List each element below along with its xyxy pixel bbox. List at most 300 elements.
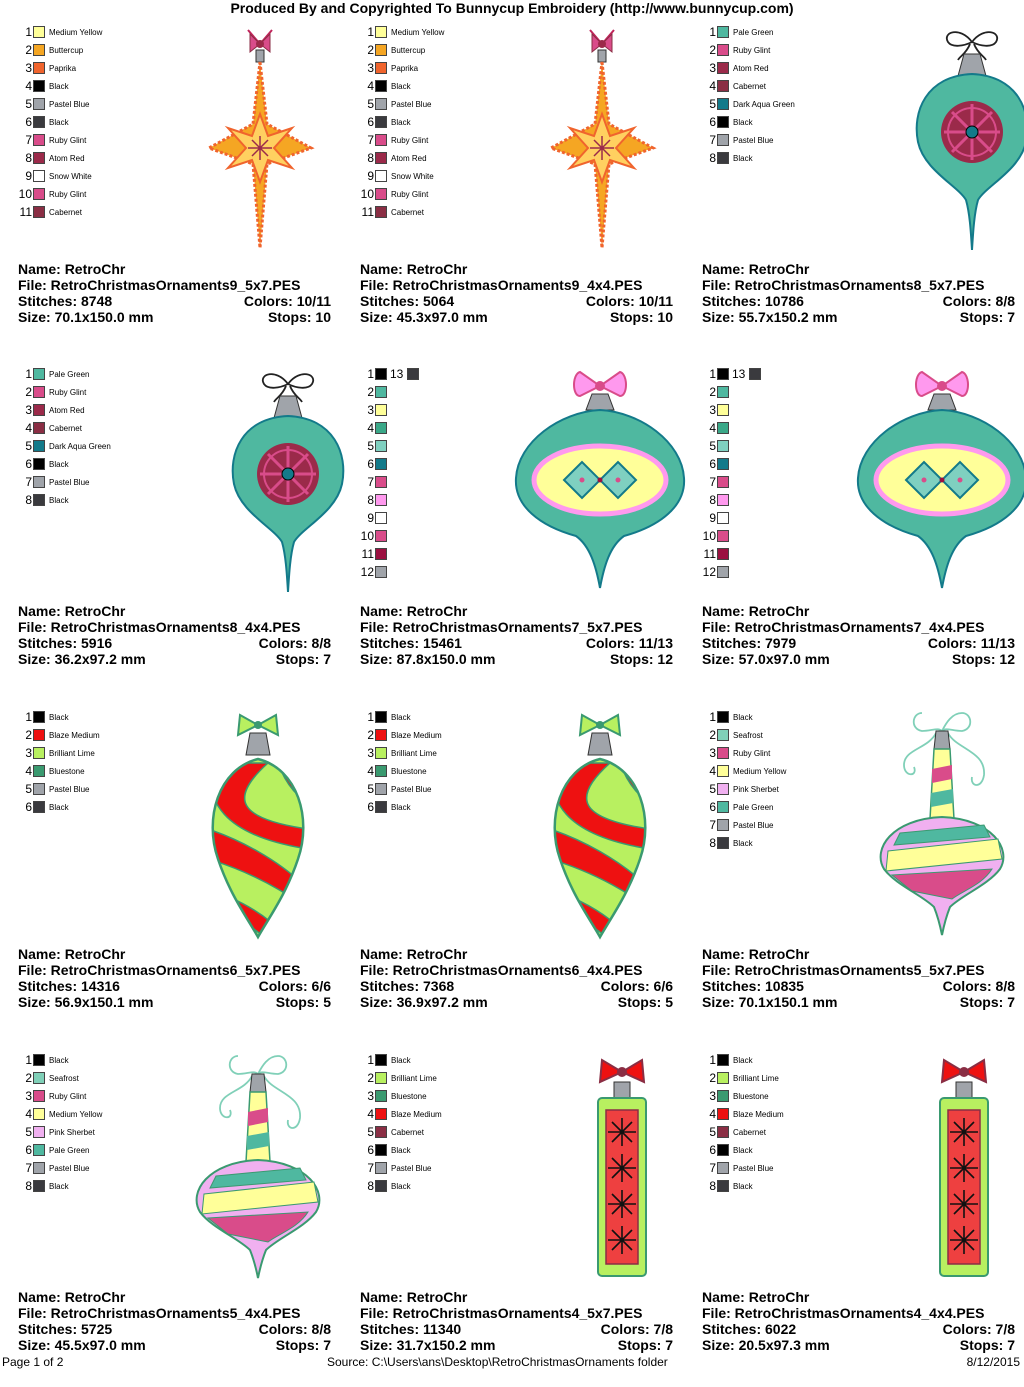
thread-swatch [717, 1180, 729, 1192]
thread-number: 9 [367, 169, 374, 183]
thread-swatch [375, 512, 387, 524]
thread-color-item [18, 475, 178, 493]
thread-name: Pastel Blue [49, 1164, 90, 1173]
design-info [18, 603, 331, 667]
thread-number: 7 [25, 133, 32, 147]
thread-name: Bluestone [391, 767, 427, 776]
ornament-artwork [852, 709, 1024, 941]
thread-swatch [717, 747, 729, 759]
thread-name: Black [733, 1056, 753, 1065]
thread-number: 4 [25, 79, 32, 93]
thread-swatch [375, 62, 387, 74]
stops-label: Stops: [959, 1337, 1004, 1353]
ornament-artwork [168, 709, 348, 941]
stitches-label: Stitches: [360, 978, 420, 994]
thread-swatch [33, 386, 45, 398]
thread-number: 9 [709, 511, 716, 525]
design-card [18, 366, 348, 701]
thread-number: 5 [367, 1125, 374, 1139]
color-count: 6/6 [653, 978, 673, 994]
thread-swatch [33, 404, 45, 416]
thread-swatch [375, 801, 387, 813]
color-count: 8/8 [995, 293, 1015, 309]
size-label: Size: [360, 1337, 393, 1353]
page-header: Produced By and Copyrighted To Bunnycup Embroidery (http://www.bunnycup.com) [230, 0, 794, 16]
thread-swatch [33, 801, 45, 813]
thread-name: Blaze Medium [391, 1110, 442, 1119]
thread-color-item [18, 61, 178, 79]
thread-color-item [702, 493, 862, 511]
thread-color-item [360, 43, 520, 61]
thread-name: Ruby Glint [391, 190, 429, 199]
stops-label: Stops: [275, 1337, 320, 1353]
thread-color-item [18, 115, 178, 133]
thread-color-item [360, 1107, 520, 1125]
thread-swatch [717, 1162, 729, 1174]
thread-color-item [18, 1107, 178, 1125]
thread-number: 2 [709, 1071, 716, 1085]
thread-color-item [702, 529, 862, 547]
name-label: Name: [702, 946, 745, 962]
design-size: 36.2x97.2 mm [54, 651, 146, 667]
file-name: RetroChristmasOrnaments6_4x4.PES [392, 962, 643, 978]
thread-swatch [375, 476, 387, 488]
thread-name: Black [391, 713, 411, 722]
stop-count: 12 [657, 651, 673, 667]
thread-number: 8 [709, 1179, 716, 1193]
thread-name: Black [733, 839, 753, 848]
thread-number: 5 [25, 97, 32, 111]
thread-name: Medium Yellow [733, 767, 787, 776]
colors-label: Colors: [600, 978, 650, 994]
thread-color-item [702, 1161, 862, 1179]
size-label: Size: [702, 651, 735, 667]
thread-number: 3 [25, 746, 32, 760]
thread-number: 1 [25, 25, 32, 39]
thread-number: 4 [709, 421, 716, 435]
thread-color-item [360, 1179, 520, 1197]
thread-number: 10 [360, 187, 374, 201]
thread-name: Paprika [49, 64, 77, 73]
file-name: RetroChristmasOrnaments5_4x4.PES [50, 1305, 301, 1321]
thread-color-item [18, 403, 178, 421]
thread-swatch [375, 170, 387, 182]
color-count: 11/13 [638, 635, 673, 651]
thread-color-item [360, 1071, 520, 1089]
stops-label: Stops: [609, 651, 654, 667]
color-count: 7/8 [995, 1321, 1015, 1337]
name-label: Name: [360, 946, 403, 962]
thread-color-item [360, 133, 520, 151]
thread-number: 1 [367, 25, 374, 39]
thread-number: 5 [709, 97, 716, 111]
thread-number: 6 [367, 457, 374, 471]
thread-number: 2 [709, 43, 716, 57]
thread-number: 2 [25, 1071, 32, 1085]
stop-count: 7 [1007, 994, 1015, 1010]
thread-swatch [33, 1126, 45, 1138]
thread-name: Pale Green [733, 28, 774, 37]
stops-label: Stops: [617, 1337, 662, 1353]
stops-label: Stops: [275, 994, 320, 1010]
thread-swatch [375, 134, 387, 146]
file-label: File: [702, 962, 731, 978]
thread-name: Black [49, 803, 69, 812]
design-size: 57.0x97.0 mm [738, 651, 830, 667]
design-info [18, 1289, 331, 1353]
color-count: 10/11 [638, 293, 673, 309]
thread-number: 7 [25, 1161, 32, 1175]
thread-swatch [33, 440, 45, 452]
thread-color-item [702, 1125, 862, 1143]
thread-color-item [702, 1107, 862, 1125]
thread-color-item [360, 61, 520, 79]
thread-number: 12 [702, 565, 716, 579]
file-name: RetroChristmasOrnaments5_5x7.PES [734, 962, 985, 978]
color-count: 6/6 [311, 978, 331, 994]
thread-color-item [702, 547, 862, 565]
thread-swatch [717, 512, 729, 524]
thread-number: 6 [25, 1143, 32, 1157]
thread-swatch [33, 458, 45, 470]
thread-number: 7 [367, 1161, 374, 1175]
stitches-label: Stitches: [18, 293, 78, 309]
thread-number: 11 [361, 547, 374, 561]
thread-name: Pale Green [49, 1146, 90, 1155]
thread-number: 10 [18, 187, 32, 201]
thread-name: Pale Green [733, 803, 774, 812]
thread-swatch [33, 98, 45, 110]
thread-name: Medium Yellow [391, 28, 445, 37]
thread-swatch [375, 458, 387, 470]
stitch-count: 10786 [765, 293, 804, 309]
thread-number: 6 [25, 457, 32, 471]
file-label: File: [360, 619, 389, 635]
stops-label: Stops: [617, 994, 662, 1010]
size-label: Size: [18, 309, 51, 325]
design-info [360, 261, 673, 325]
thread-color-item [18, 1071, 178, 1089]
stitches-label: Stitches: [18, 635, 78, 651]
thread-number: 7 [367, 133, 374, 147]
ornament-artwork [188, 24, 368, 256]
thread-color-item [702, 403, 862, 421]
thread-swatch [375, 80, 387, 92]
stitches-label: Stitches: [18, 1321, 78, 1337]
thread-number: 5 [25, 1125, 32, 1139]
file-name: RetroChristmasOrnaments4_5x7.PES [392, 1305, 643, 1321]
thread-number: 3 [25, 403, 32, 417]
thread-number: 3 [709, 1089, 716, 1103]
thread-name: Blaze Medium [733, 1110, 784, 1119]
thread-name: Buttercup [391, 46, 426, 55]
thread-color-item [702, 79, 862, 97]
design-size: 45.5x97.0 mm [54, 1337, 146, 1353]
thread-swatch [407, 368, 419, 380]
colors-label: Colors: [942, 293, 992, 309]
thread-number: 8 [709, 836, 716, 850]
thread-color-item [702, 61, 862, 79]
thread-swatch [33, 62, 45, 74]
size-label: Size: [360, 651, 393, 667]
design-card [702, 1052, 1024, 1387]
thread-color-item [360, 1089, 520, 1107]
design-info [360, 603, 673, 667]
name-label: Name: [18, 603, 61, 619]
thread-swatch [33, 783, 45, 795]
design-info [702, 946, 1015, 1010]
thread-number: 4 [25, 764, 32, 778]
thread-name: Brilliant Lime [391, 749, 437, 758]
file-name: RetroChristmasOrnaments9_4x4.PES [392, 277, 643, 293]
file-label: File: [702, 1305, 731, 1321]
thread-color-item [702, 133, 862, 151]
design-info [702, 603, 1015, 667]
thread-number: 5 [709, 782, 716, 796]
thread-number: 3 [367, 61, 374, 75]
thread-number: 7 [709, 475, 716, 489]
thread-number: 11 [703, 547, 716, 561]
thread-swatch [375, 116, 387, 128]
thread-swatch [375, 1108, 387, 1120]
thread-swatch [717, 837, 729, 849]
thread-name: Pastel Blue [391, 785, 432, 794]
thread-color-item [18, 385, 178, 403]
design-info [360, 1289, 673, 1353]
thread-name: Black [391, 1056, 411, 1065]
color-count: 11/13 [980, 635, 1015, 651]
file-label: File: [360, 1305, 389, 1321]
thread-color-item [360, 457, 520, 475]
thread-number: 7 [367, 475, 374, 489]
thread-color-item [360, 565, 520, 583]
thread-color-item [702, 25, 862, 43]
thread-swatch [717, 530, 729, 542]
thread-number: 1 [25, 710, 32, 724]
size-label: Size: [360, 309, 393, 325]
design-info [360, 946, 673, 1010]
thread-swatch [33, 476, 45, 488]
thread-name: Buttercup [49, 46, 84, 55]
thread-color-item [18, 187, 178, 205]
thread-swatch [717, 711, 729, 723]
thread-name: Pastel Blue [733, 821, 774, 830]
thread-name: Atom Red [49, 406, 85, 415]
thread-name: Medium Yellow [49, 28, 103, 37]
thread-swatch [375, 368, 387, 380]
thread-number: 10 [702, 529, 716, 543]
color-count: 7/8 [653, 1321, 673, 1337]
colors-label: Colors: [258, 1321, 308, 1337]
thread-name: Dark Aqua Green [49, 442, 111, 451]
thread-name: Atom Red [733, 64, 769, 73]
thread-swatch [33, 134, 45, 146]
thread-color-item [702, 43, 862, 61]
thread-swatch [33, 1180, 45, 1192]
name-label: Name: [18, 946, 61, 962]
design-card [360, 24, 690, 359]
thread-name: Cabernet [391, 1128, 424, 1137]
design-size: 36.9x97.2 mm [396, 994, 488, 1010]
thread-name: Black [391, 1146, 411, 1155]
thread-swatch [717, 1144, 729, 1156]
thread-number: 6 [709, 457, 716, 471]
thread-color-item [360, 403, 520, 421]
ornament-artwork [852, 366, 1024, 598]
thread-swatch [717, 494, 729, 506]
thread-number: 2 [367, 385, 374, 399]
thread-number: 11 [19, 205, 32, 219]
thread-number: 1 [367, 710, 374, 724]
thread-swatch [33, 1144, 45, 1156]
thread-name: Black [49, 82, 69, 91]
thread-color-item [18, 1179, 178, 1197]
stops-label: Stops: [951, 651, 996, 667]
thread-number: 3 [709, 403, 716, 417]
thread-color-item [360, 205, 520, 223]
thread-swatch [717, 26, 729, 38]
thread-number: 8 [25, 151, 32, 165]
thread-color-item [360, 746, 520, 764]
thread-color-item [702, 1053, 862, 1071]
thread-name: Black [49, 1182, 69, 1191]
stop-count: 7 [323, 1337, 331, 1353]
thread-swatch [375, 729, 387, 741]
thread-name: Atom Red [49, 154, 85, 163]
stitch-count: 11340 [423, 1321, 462, 1337]
thread-name: Dark Aqua Green [733, 100, 795, 109]
thread-swatch [33, 1108, 45, 1120]
stitch-count: 5064 [423, 293, 455, 309]
thread-swatch [375, 494, 387, 506]
thread-number: 4 [25, 1107, 32, 1121]
thread-color-item [360, 529, 520, 547]
color-count: 10/11 [296, 293, 331, 309]
thread-number: 5 [367, 97, 374, 111]
thread-swatch [375, 206, 387, 218]
thread-swatch [717, 819, 729, 831]
size-label: Size: [702, 1337, 735, 1353]
file-name: RetroChristmasOrnaments6_5x7.PES [50, 962, 301, 978]
thread-number: 9 [367, 511, 374, 525]
file-name: RetroChristmasOrnaments8_4x4.PES [50, 619, 301, 635]
thread-color-item [360, 493, 520, 511]
thread-number: 6 [709, 1143, 716, 1157]
thread-name: Seafrost [49, 1074, 79, 1083]
thread-color-item [702, 457, 862, 475]
ornament-artwork [198, 366, 378, 598]
size-label: Size: [702, 309, 735, 325]
thread-swatch [375, 1072, 387, 1084]
thread-color-item [360, 421, 520, 439]
thread-name: Black [49, 460, 69, 469]
thread-number: 4 [367, 764, 374, 778]
file-label: File: [18, 619, 47, 635]
thread-swatch [375, 711, 387, 723]
thread-swatch [717, 1072, 729, 1084]
file-name: RetroChristmasOrnaments7_4x4.PES [734, 619, 985, 635]
thread-swatch [33, 206, 45, 218]
thread-swatch [717, 62, 729, 74]
thread-color-item [360, 475, 520, 493]
thread-number: 6 [709, 800, 716, 814]
file-label: File: [18, 277, 47, 293]
thread-number: 4 [367, 421, 374, 435]
thread-color-item [702, 97, 862, 115]
size-label: Size: [702, 994, 735, 1010]
thread-color-item [702, 728, 862, 746]
thread-number: 2 [367, 1071, 374, 1085]
thread-name: Brilliant Lime [49, 749, 95, 758]
colors-label: Colors: [243, 293, 293, 309]
stitches-label: Stitches: [702, 1321, 762, 1337]
design-size: 55.7x150.2 mm [738, 309, 838, 325]
design-name: RetroChr [748, 1289, 810, 1305]
thread-color-item [360, 800, 520, 818]
thread-swatch [375, 1090, 387, 1102]
thread-swatch [717, 44, 729, 56]
thread-name: Pink Sherbet [733, 785, 779, 794]
thread-color-item [18, 800, 178, 818]
thread-swatch [33, 1162, 45, 1174]
thread-number: 3 [367, 403, 374, 417]
thread-color-item [360, 782, 520, 800]
file-label: File: [702, 619, 731, 635]
thread-name: Pastel Blue [733, 1164, 774, 1173]
thread-color-item [702, 385, 862, 403]
thread-color-item [18, 169, 178, 187]
thread-name: Pastel Blue [391, 100, 432, 109]
thread-swatch [717, 116, 729, 128]
design-info [702, 1289, 1015, 1353]
thread-name: Pastel Blue [49, 785, 90, 794]
thread-color-item [702, 764, 862, 782]
thread-swatch [33, 44, 45, 56]
ornament-artwork [510, 709, 690, 941]
thread-swatch [749, 368, 761, 380]
design-name: RetroChr [406, 603, 468, 619]
thread-color-item [360, 151, 520, 169]
thread-name: Black [49, 1056, 69, 1065]
stop-count: 10 [657, 309, 673, 325]
thread-number: 8 [367, 493, 374, 507]
colors-label: Colors: [258, 635, 308, 651]
thread-color-item [18, 1143, 178, 1161]
stop-count: 5 [665, 994, 673, 1010]
thread-name: Black [391, 82, 411, 91]
thread-name: Ruby Glint [49, 136, 87, 145]
ornament-artwork [168, 1052, 348, 1284]
thread-color-item [702, 746, 862, 764]
thread-name: Cabernet [733, 1128, 766, 1137]
stops-label: Stops: [275, 651, 320, 667]
thread-swatch [375, 530, 387, 542]
thread-number: 2 [367, 43, 374, 57]
thread-swatch [375, 440, 387, 452]
design-info [18, 946, 331, 1010]
colors-label: Colors: [927, 635, 977, 651]
thread-name: Cabernet [733, 82, 766, 91]
thread-number: 3 [25, 1089, 32, 1103]
thread-color-item [360, 367, 520, 385]
thread-swatch [33, 1054, 45, 1066]
thread-name: Blaze Medium [49, 731, 100, 740]
thread-swatch [717, 1126, 729, 1138]
file-label: File: [18, 962, 47, 978]
thread-swatch [375, 1126, 387, 1138]
source-path: Source: C:\Users\ans\Desktop\RetroChristmasOrnaments folder [327, 1355, 668, 1369]
thread-number: 4 [709, 1107, 716, 1121]
